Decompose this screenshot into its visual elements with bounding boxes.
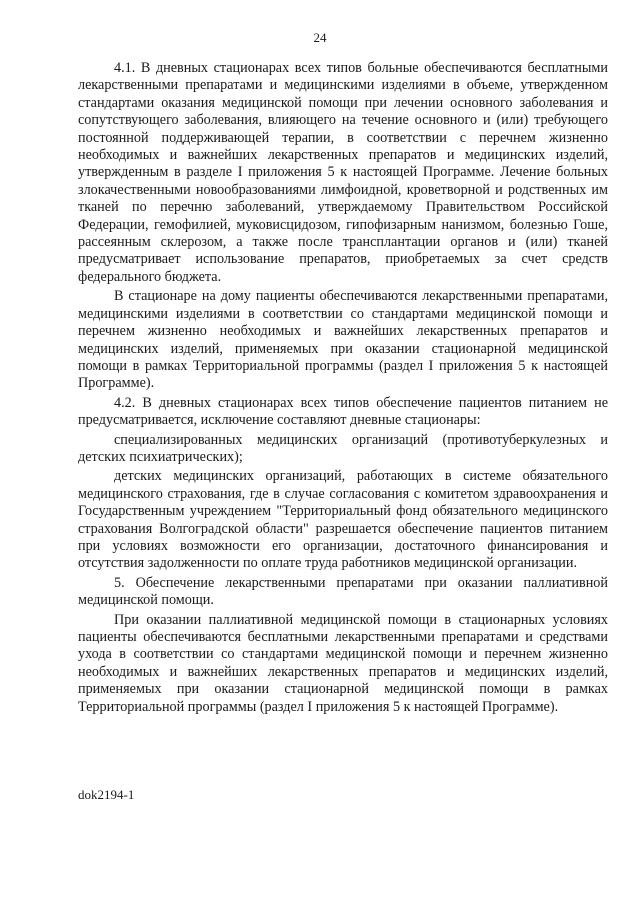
paragraph-4-2: 4.2. В дневных стационарах всех типов обеспечение пациентов питанием не предусматривается, исключение составляют дневные стационары: (78, 394, 608, 429)
paragraph-palliative: При оказании паллиативной медицинской помощи в стационарных условиях пациенты обеспечиваются бесплатными лекарственными препаратами и средствами ухода в соответствии со стандартами медицинской помощи и перечнем жизненно необходимых и важнейших лекарственных препаратов и медицинских изделий, применяемых при оказании стационарной медицинской помощи в рамках Территориальной программы (раздел I приложения 5 к настоящей Программе). (78, 611, 608, 715)
page-number: 24 (313, 30, 327, 45)
paragraph-home-hospital: В стационаре на дому пациенты обеспечиваются лекарственными препаратами, медицинскими изделиями в соответствии со стандартами медицинской помощи и перечнем жизненно необходимых и важнейших лекарственных препаратов и медицинских изделий, применяемых при оказании стационарной медицинской помощи в рамках Территориальной программы (раздел I приложения 5 к настоящей Программе). (78, 288, 608, 392)
document-body (78, 60, 608, 718)
paragraph-5: 5. Обеспечение лекарственными препаратами при оказании паллиативной медицинской помощи. (78, 574, 608, 609)
document-code: dok2194-1 (78, 787, 135, 802)
paragraph-4-1: 4.1. В дневных стационарах всех типов больные обеспечиваются бесплатными лекарственными препаратами и медицинскими изделиями в объеме, утвержденном стандартами оказания медицинской помощи при лечении основного заболевания и сопутствующего заболевания, влияющего на течение основного и (или) требующего постоянной поддерживающей терапии, в соответствии с перечнем жизненно необходимых и важнейших лекарственных препаратов и медицинских изделий, утвержденным в разделе I приложения 5 к настоящей Программе. Лечение больных злокачественными новообразованиями лимфоидной, кроветворной и родственных им тканей по перечню заболеваний, утверждаемому Правительством Российской Федерации, гемофилией, муковисцидозом, гипофизарным нанизмом, болезнью Гоше, рассеянным склерозом, а также после трансплантации органов и (или) тканей предусматривает использование препаратов, приобретаемых за счет средств федерального бюджета. (78, 60, 608, 285)
paragraph-children-orgs: детских медицинских организаций, работающих в системе обязательного медицинского страхования, где в случае согласования с комитетом здравоохранения и Государственным учреждением "Территориальный фонд обязательного медицинского страхования Волгоградской области" разрешается обеспечение пациентов питанием при условиях возможности его организации, достаточного финансирования и отсутствия задолженности по оплате труда работников медицинской организации. (78, 468, 608, 572)
paragraph-specialized-orgs: специализированных медицинских организаций (противотуберкулезных и детских психиатрических); (78, 431, 608, 465)
